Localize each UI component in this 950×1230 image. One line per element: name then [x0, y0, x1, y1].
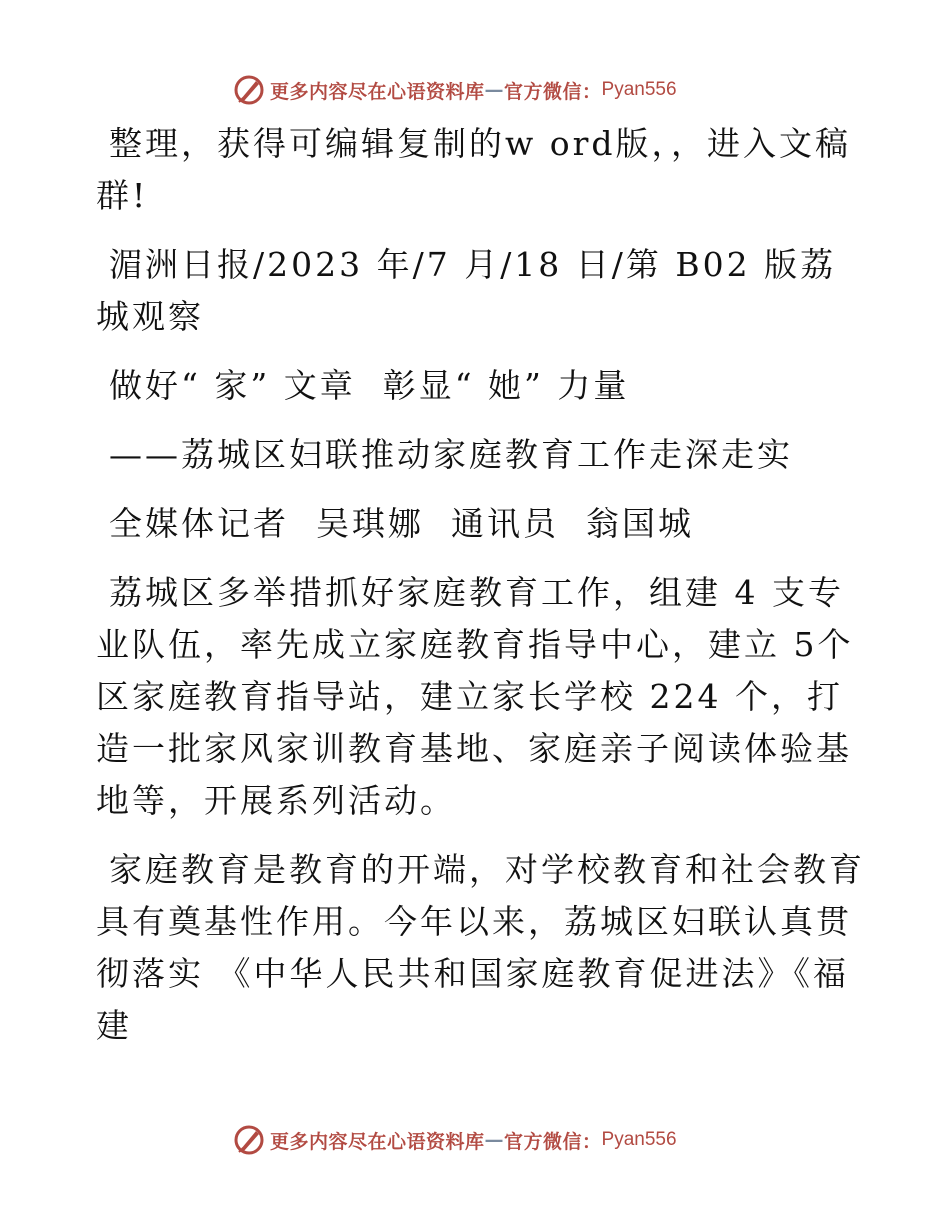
- quill-pen-logo-icon: [232, 73, 266, 107]
- document-body: [96, 118, 866, 1069]
- watermark-dash: —: [484, 79, 505, 101]
- watermark-wechat-id: Pyan556: [601, 1129, 677, 1150]
- watermark-dash: —: [484, 1129, 505, 1151]
- article-subtitle: ——荔城区妇联推动家庭教育工作走深走实: [109, 435, 793, 474]
- header-watermark: [232, 72, 677, 108]
- watermark-official-text: 官方微信：: [504, 80, 602, 103]
- watermark-wechat-id: Pyan556: [601, 79, 677, 100]
- watermark-official-text: 官方微信：: [504, 1130, 602, 1153]
- source-line: 湄洲日报/2023 年/7 月/18 日/第 B02 版荔城观察: [96, 245, 837, 336]
- quill-pen-logo-icon: [232, 1123, 266, 1157]
- body-paragraph: 荔城区多举措抓好家庭教育工作，组建 4 支专业队伍，率先成立家庭教育指导中心，建立 5个区家庭教育指导站，建立家长学校 224 个，打造一批家风家训教育基地、家庭亲子阅读体验基地等，开展系列活动。: [96, 573, 854, 820]
- watermark-site-text: 更多内容尽在心语资料库: [270, 1130, 485, 1153]
- intro-paragraph: 整理，获得可编辑复制的w ord版，，进入文稿群!: [96, 124, 852, 215]
- byline: 全媒体记者 吴琪娜 通讯员 翁国城: [109, 504, 694, 543]
- footer-watermark: [232, 1122, 677, 1158]
- article-title: 做好“ 家” 文章 彰显“ 她” 力量: [109, 366, 630, 405]
- body-paragraph: 家庭教育是教育的开端，对学校教育和社会教育具有奠基性作用。今年以来，荔城区妇联认真贯彻落实 《中华人民共和国家庭教育促进法》《福建: [96, 850, 865, 1045]
- watermark-site-text: 更多内容尽在心语资料库: [270, 80, 485, 103]
